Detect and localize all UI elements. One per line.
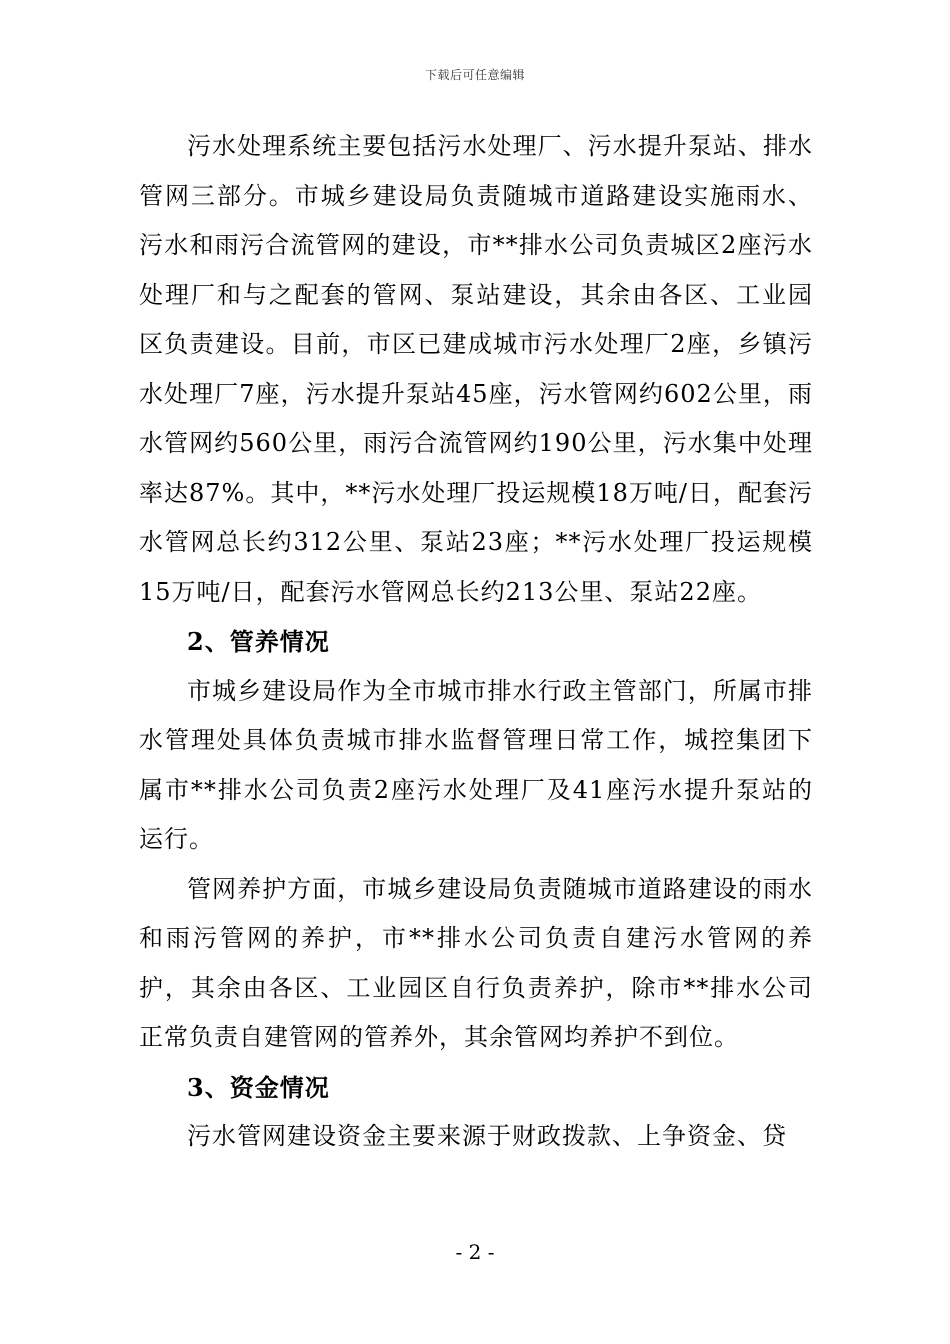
page-number: - 2 - xyxy=(455,1240,495,1264)
section-heading-funding: 3、资金情况 xyxy=(187,1072,330,1102)
paragraph-network-maintenance: 管网养护方面，市城乡建设局负责随城市道路建设的雨水和雨污管网的养护，市**排水公司负责自建污水管网的养护，其余由各区、工业园区自行负责养护，除市**排水公司正常负责自建管网的管养外，其余管网均养护不到位。 xyxy=(139,874,813,1051)
paragraph-sewage-system: 污水处理系统主要包括污水处理厂、污水提升泵站、排水管网三部分。市城乡建设局负责随城市道路建设实施雨水、污水和雨污合流管网的建设，市**排水公司负责城区2座污水处理厂和与之配套的管网、泵站建设，其余由各区、工业园区负责建设。目前，市区已建成城市污水处理厂2座，乡镇污水处理厂7座，污水提升泵站45座，污水管网约602公里，雨水管网约560公里，雨污合流管网约190公里，污水集中处理率达87%。其中，**污水处理厂投运规模18万吨/日，配套污水管网总长约312公里、泵站23座；**污水处理厂投运规模15万吨/日，配套污水管网总长约213公里、泵站22座。 xyxy=(139,132,813,606)
header-note: 下载后可任意编辑 xyxy=(424,68,525,82)
paragraph-funding: 污水管网建设资金主要来源于财政拨款、上争资金、贷 xyxy=(187,1122,787,1150)
section-heading-maintenance: 2、管养情况 xyxy=(187,627,330,656)
paragraph-management: 市城乡建设局作为全市城市排水行政主管部门，所属市排水管理处具体负责城市排水监督管理日常工作，城控集团下属市**排水公司负责2座污水处理厂及41座污水提升泵站的运行。 xyxy=(139,676,813,853)
document-body xyxy=(139,122,813,1162)
